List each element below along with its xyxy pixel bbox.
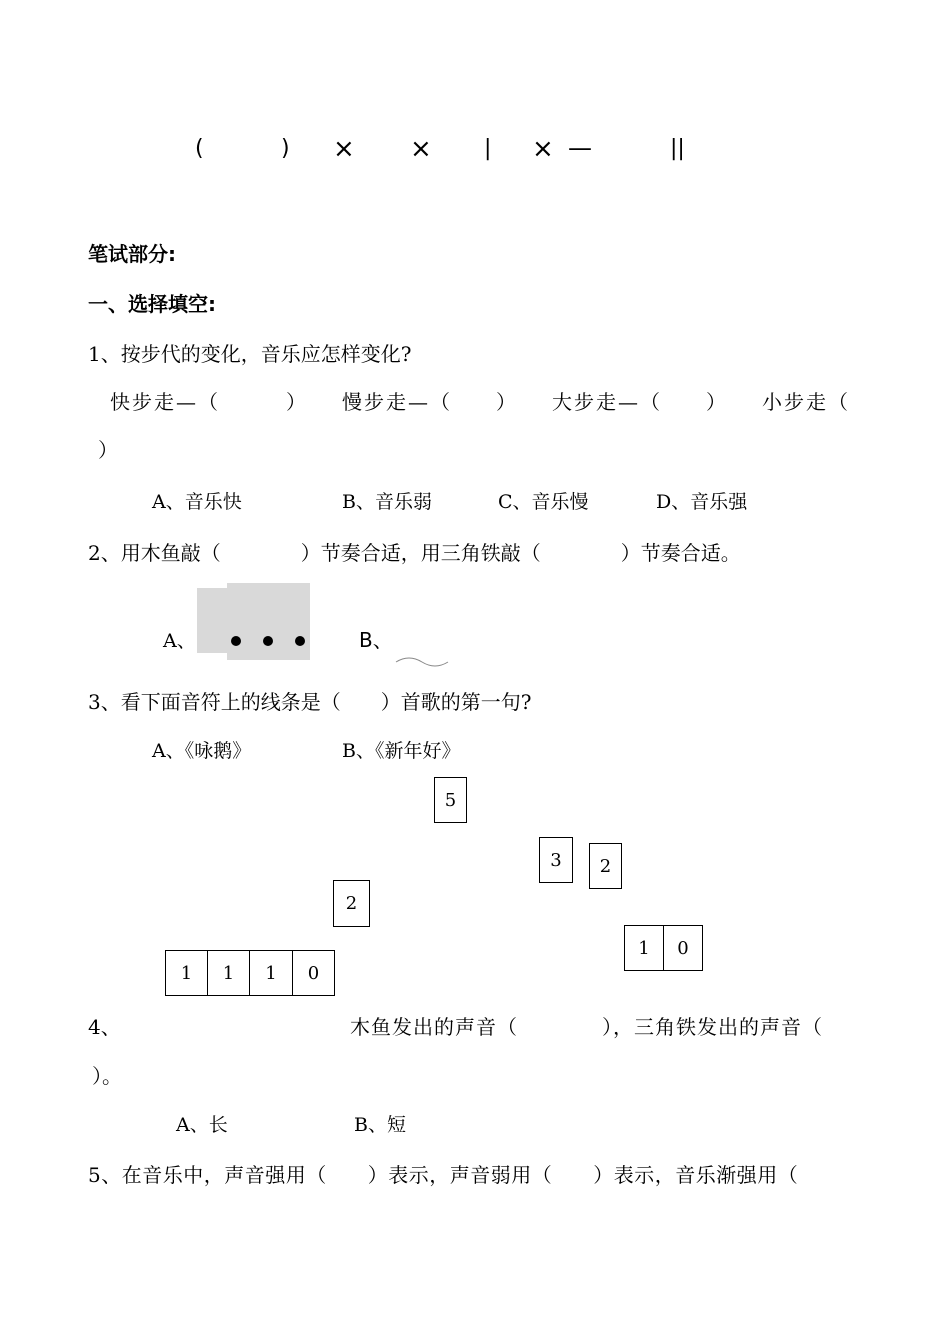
q3-note-cell: 1 [250,951,293,995]
q1-line1: 快步走—（ ） 慢步走—（ ） 大步走—（ ） 小步走（ [110,390,850,414]
rhythm-barline: | [484,136,492,161]
q3-note-row-right [624,925,703,971]
q3-note-row-left [165,950,335,996]
q2-rhythm-dot-3 [295,636,305,646]
q3-note-cell: 1 [166,951,208,995]
q3-note-cell: 0 [677,937,689,959]
q3-note-cell: 0 [307,962,320,984]
rhythm-note-x1: × [333,134,355,164]
q1-line2: ） [98,438,118,462]
q4-option-b: B、短 [354,1114,406,1136]
rhythm-note-x2: × [410,134,432,164]
rhythm-dash: — [568,134,592,162]
q1-text: 1、按步代的变化，音乐应怎样变化? [88,342,412,366]
q5-text: 5、在音乐中，声音强用（ ）表示，声音弱用（ ）表示，音乐渐强用（ [88,1163,799,1187]
part1-title: 一、选择填空: [88,292,216,316]
q3-note-box-top: 5 [434,777,467,823]
q1-option-d: D、音乐强 [656,491,748,513]
q2-shaded-block-left [197,588,229,653]
q3-option-b: B、《新年好》 [342,740,461,762]
rhythm-note-x3: × [532,134,554,164]
q3-text: 3、看下面音符上的线条是（ ）首歌的第一句? [88,690,532,714]
q2-option-a: A、 [163,630,196,652]
section-title: 笔试部分: [88,242,176,266]
q2-shaded-block-right [227,583,310,660]
q1-option-c: C、音乐慢 [498,491,589,513]
q2-rhythm-dot-2 [263,636,273,646]
q2-rhythm-dot-1 [231,636,241,646]
q4-option-a: A、长 [176,1114,228,1136]
q2-wavy-line-icon [394,654,450,668]
q3-option-a: A、《咏鹅》 [152,740,252,762]
q3-note-cell: 1 [208,951,250,995]
q3-note-box-left: 2 [333,880,370,927]
q4-text: 木鱼发出的声音（ ），三角铁发出的声音（ [350,1015,823,1039]
q3-note-box-mid-2: 2 [589,843,622,889]
q3-note-cell: 1 [625,926,664,970]
rhythm-paren-close: ) [281,136,290,161]
rhythm-paren-open: ( [195,136,204,161]
q4-prefix: 4、 [88,1015,121,1039]
q1-option-b: B、音乐弱 [342,491,432,513]
q4-line2: ）。 [92,1064,122,1088]
q1-option-a: A、音乐快 [152,491,242,513]
q2-option-b: B、 [359,628,393,652]
q2-text: 2、用木鱼敲（ ）节奏合适，用三角铁敲（ ）节奏合适。 [88,541,741,565]
rhythm-double-barline: || [670,136,685,161]
q3-note-box-mid-1: 3 [539,837,573,883]
